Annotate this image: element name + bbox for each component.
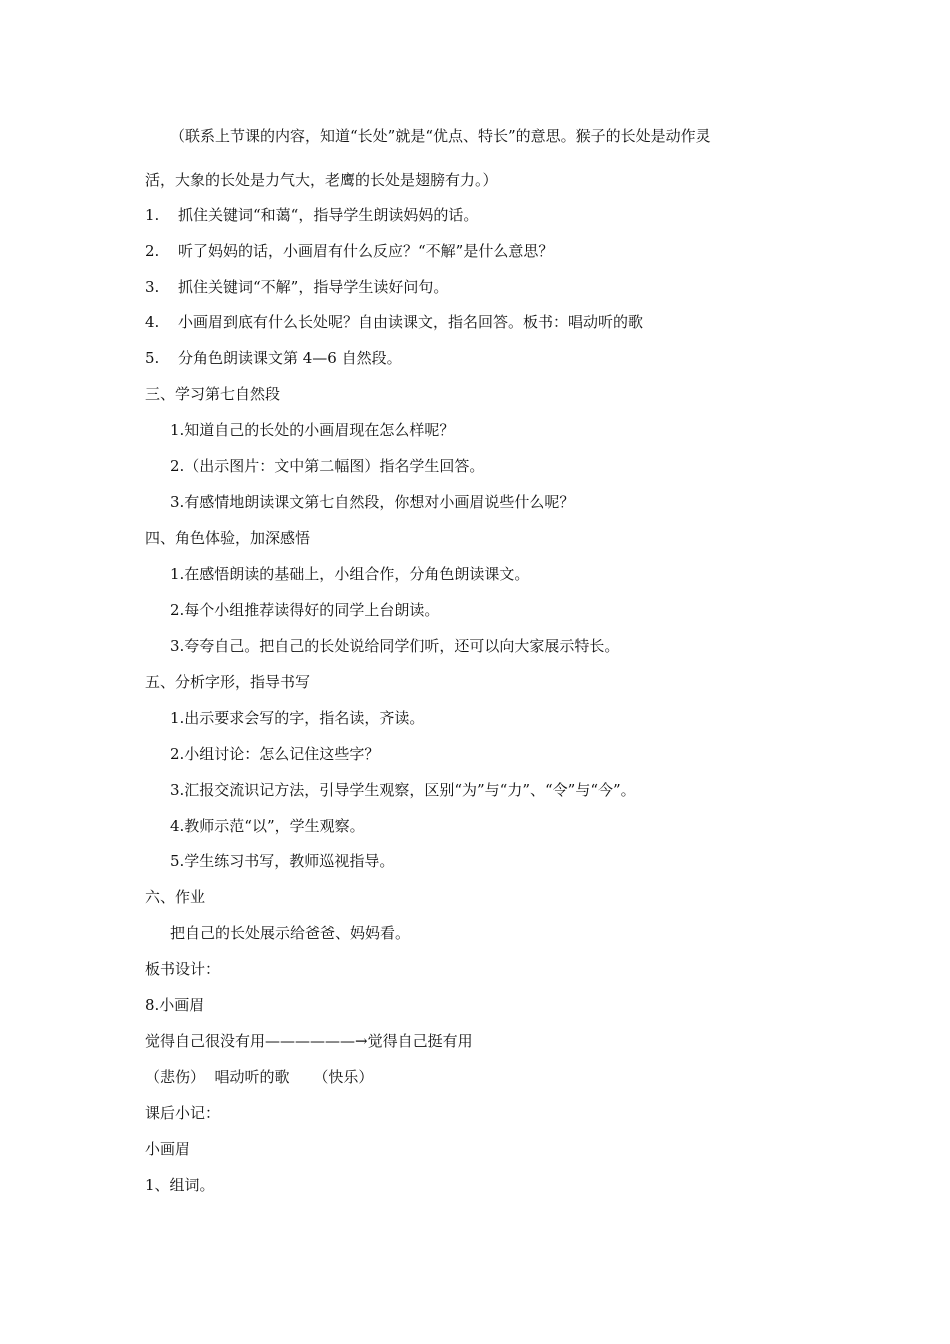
list-item [145, 277, 448, 297]
list-item: 2.每个小组推荐读得好的同学上台朗读。 [170, 601, 440, 619]
list-item-number: 5. [145, 349, 160, 367]
section-heading-6: 六、作业 [145, 888, 206, 906]
list-item: 1.在感悟朗读的基础上，小组合作，分角色朗读课文。 [170, 565, 530, 583]
list-item-number: 4. [145, 313, 160, 331]
list-item [145, 312, 643, 332]
section-heading-5: 五、分析字形，指导书写 [145, 673, 311, 691]
list-item-number: 3. [145, 278, 160, 296]
section-heading-3: 三、学习第七自然段 [145, 385, 281, 403]
list-item [145, 348, 402, 368]
list-item-number: 2. [145, 242, 160, 260]
list-item-text: 抓住关键词“和蔼“，指导学生朗读妈妈的话。 [178, 206, 479, 224]
list-item: 2.小组讨论：怎么记住这些字？ [170, 745, 380, 763]
board-line-2: （悲伤） 唱动听的歌 （快乐） [145, 1068, 374, 1086]
list-item: 2.（出示图片：文中第二幅图）指名学生回答。 [170, 457, 485, 475]
list-item: 1.知道自己的长处的小画眉现在怎么样呢？ [170, 421, 455, 439]
board-design-heading: 板书设计： [145, 960, 221, 978]
list-item-number: 1. [145, 206, 160, 224]
board-title: 8.小画眉 [145, 996, 205, 1014]
section-heading-4: 四、角色体验，加深感悟 [145, 529, 311, 547]
list-item: 5.学生练习书写，教师巡视指导。 [170, 852, 395, 870]
notes-item: 1、组词。 [145, 1176, 215, 1194]
intro-paragraph-line-2: 活，大象的长处是力气大，老鹰的长处是翅膀有力。） [145, 171, 498, 189]
list-item [145, 205, 478, 225]
list-item: 4.教师示范“以”，学生观察。 [170, 817, 365, 835]
notes-heading: 课后小记： [145, 1104, 221, 1122]
list-item [145, 241, 553, 261]
list-item: 3.有感情地朗读课文第七自然段，你想对小画眉说些什么呢？ [170, 493, 575, 511]
list-item-text: 抓住关键词“不解”，指导学生读好问句。 [178, 278, 449, 296]
list-item: 3.夸夸自己。把自己的长处说给同学们听，还可以向大家展示特长。 [170, 637, 620, 655]
intro-paragraph-line-1: （联系上节课的内容，知道“长处”就是“优点、特长”的意思。猴子的长处是动作灵 [170, 127, 711, 145]
notes-title: 小画眉 [145, 1140, 191, 1158]
list-item-text: 听了妈妈的话，小画眉有什么反应？“不解”是什么意思？ [178, 242, 554, 260]
list-item-text: 分角色朗读课文第 4—6 自然段。 [178, 349, 402, 367]
list-item: 1.出示要求会写的字，指名读，齐读。 [170, 709, 425, 727]
list-item: 3.汇报交流识记方法，引导学生观察，区别“为”与“力”、“令”与“今”。 [170, 781, 636, 799]
list-item-text: 小画眉到底有什么长处呢？自由读课文，指名回答。板书：唱动听的歌 [178, 313, 644, 331]
homework-text: 把自己的长处展示给爸爸、妈妈看。 [170, 924, 411, 942]
board-line-1: 觉得自己很没有用——————→觉得自己挺有用 [145, 1032, 473, 1050]
